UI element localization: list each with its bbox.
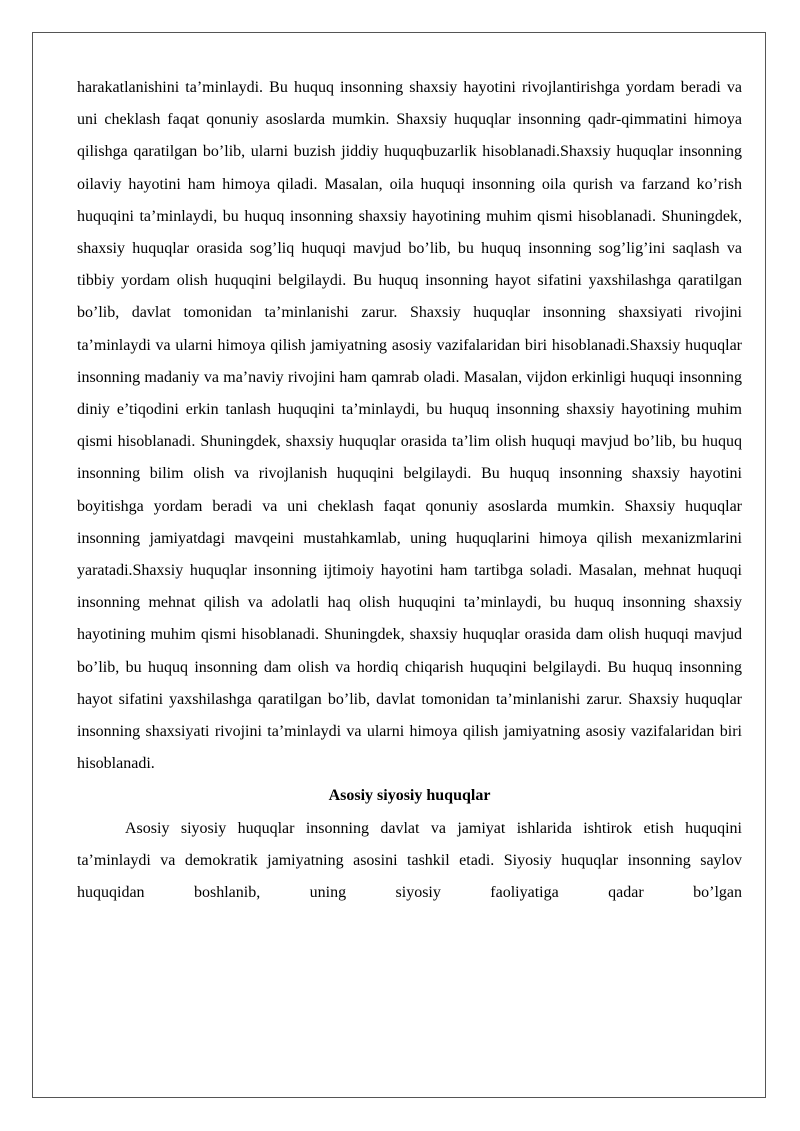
section-heading: Asosiy siyosiy huquqlar	[328, 787, 491, 805]
body-paragraph: Asosiy siyosiy huquqlar insonning davlat va jamiyat ishlarida ishtirok etish huquqini ta’minlaydi va demokratik jamiyatning asosini tashkil etadi. Siyosiy huquqlar insonning saylov huquqidan boshlanib, uning siyosiy faoliyatiga qadar bo’lgan	[77, 819, 742, 902]
document-body	[77, 72, 742, 909]
body-paragraph: harakatlanishini ta’minlaydi. Bu huquq insonning shaxsiy hayotini rivojlantirishga yordam beradi va uni cheklash faqat qonuniy asoslarda mumkin. Shaxsiy huquqlar insonning qadr-qimmatini himoya qilishga qaratilgan bo’lib, ularni buzish jiddiy huquqbuzarlik hisoblanadi.Shaxsiy huquqlar insonning oilaviy hayotini ham himoya qiladi. Masalan, oila huquqi insonning oila qurish va farzand ko’rish huquqini ta’minlaydi, bu huquq insonning shaxsiy hayotining muhim qismi hisoblanadi. Shuningdek, shaxsiy huquqlar orasida sog’liq huquqi mavjud bo’lib, bu huquq insonning sog’lig’ini saqlash va tibbiy yordam olish huquqini belgilaydi. Bu huquq insonning hayot sifatini yaxshilashga qaratilgan bo’lib, davlat tomonidan ta’minlanishi zarur. Shaxsiy huquqlar insonning shaxsiyati rivojini ta’minlaydi va ularni himoya qilish jamiyatning asosiy vazifalaridan biri hisoblanadi.Shaxsiy huquqlar insonning madaniy va ma’naviy rivojini ham qamrab oladi. Masalan, vijdon erkinligi huquqi insonning diniy e’tiqodini erkin tanlash huquqini ta’minlaydi, bu huquq insonning shaxsiy hayotining muhim qismi hisoblanadi. Shuningdek, shaxsiy huquqlar orasida ta’lim olish huquqi mavjud bo’lib, bu huquq insonning bilim olish va rivojlanish huquqini belgilaydi. Bu huquq insonning shaxsiy hayotini boyitishga yordam beradi va uni cheklash faqat qonuniy asoslarda mumkin. Shaxsiy huquqlar insonning jamiyatdagi mavqeini mustahkamlab, uning huquqlarini himoya qilish mexanizmlarini yaratadi.Shaxsiy huquqlar insonning ijtimoiy hayotini ham tartibga soladi. Masalan, mehnat huquqi insonning mehnat qilish va adolatli haq olish huquqini ta’minlaydi, bu huquq insonning shaxsiy hayotining muhim qismi hisoblanadi. Shuningdek, shaxsiy huquqlar orasida dam olish huquqi mavjud bo’lib, bu huquq insonning dam olish va hordiq chiqarish huquqini belgilaydi. Bu huquq insonning hayot sifatini yaxshilashga qaratilgan bo’lib, davlat tomonidan ta’minlanishi zarur. Shaxsiy huquqlar insonning shaxsiyati rivojini ta’minlaydi va ularni himoya qilish jamiyatning asosiy vazifalaridan biri hisoblanadi.	[77, 79, 742, 773]
